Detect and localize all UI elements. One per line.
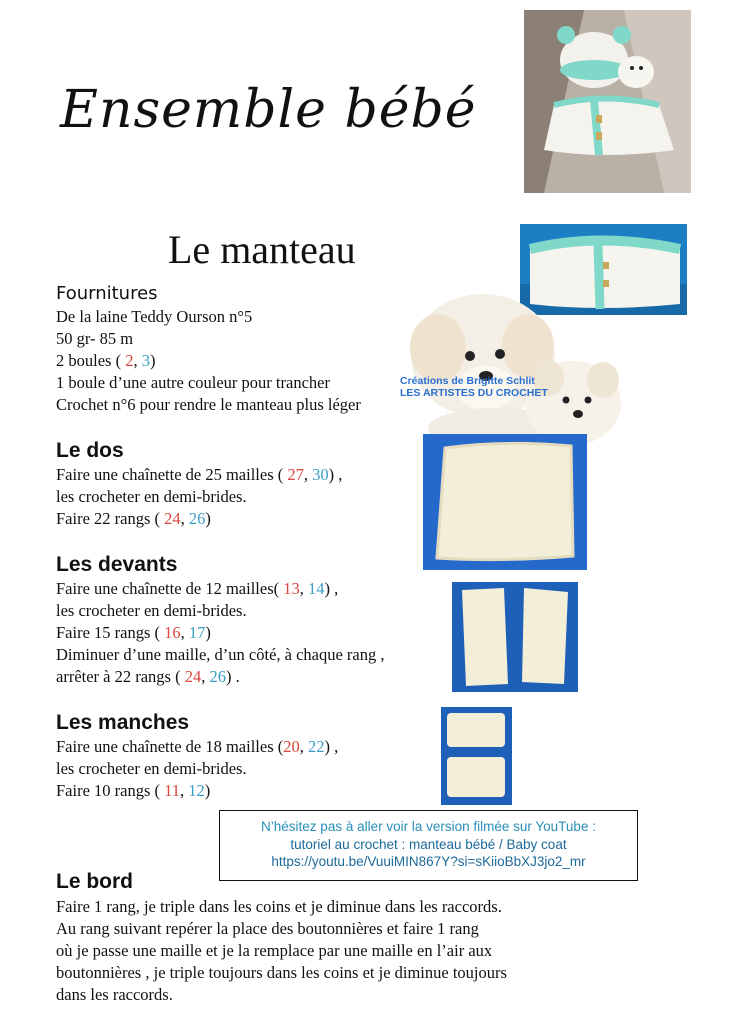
devants-line-4: Diminuer d’une maille, d’un côté, à chaque rang , xyxy=(56,645,385,664)
fournitures-line: Crochet n°6 pour rendre le manteau plus léger xyxy=(56,395,361,414)
devants-text xyxy=(56,578,385,688)
bord-line: Au rang suivant repérer la place des boutonnières et faire 1 rang xyxy=(56,919,479,938)
page-title: Ensemble bébé xyxy=(60,80,477,140)
section-title-manteau: Le manteau xyxy=(168,227,356,272)
youtube-intro: N’hésitez pas à aller voir la version filmée sur YouTube : xyxy=(261,819,596,834)
manches-line-2: les crocheter en demi-brides. xyxy=(56,759,247,778)
credit-line-2: LES ARTISTES DU CROCHET xyxy=(400,387,548,399)
photo-teddy-bears xyxy=(398,288,630,456)
bord-line: où je passe une maille et je la remplace par une maille en l’air aux xyxy=(56,941,493,960)
fournitures-line: 50 gr- 85 m xyxy=(56,329,134,348)
bord-line: dans les raccords. xyxy=(56,985,173,1004)
photo-dos xyxy=(423,434,587,570)
devants-line-1: Faire une chaînette de 12 mailles( 13, 14) , xyxy=(56,579,339,598)
youtube-box xyxy=(219,810,638,881)
heading-manches: Les manches xyxy=(56,711,190,734)
fournitures-heading: Fournitures xyxy=(56,283,158,304)
devants-line-3: Faire 15 rangs ( 16, 17) xyxy=(56,623,211,642)
photo-devants xyxy=(452,582,578,692)
heading-bord: Le bord xyxy=(56,870,133,893)
manches-text xyxy=(56,736,338,802)
fournitures-boules: 2 boules ( 2, 3) xyxy=(56,351,156,370)
bord-text xyxy=(56,896,507,1006)
credit-line-1: Créations de Brigitte Schlit xyxy=(400,375,535,387)
heading-devants: Les devants xyxy=(56,553,178,576)
fournitures-line: De la laine Teddy Ourson n°5 xyxy=(56,307,253,326)
devants-line-2: les crocheter en demi-brides. xyxy=(56,601,247,620)
youtube-title: tutoriel au crochet : manteau bébé / Baby coat xyxy=(290,837,567,852)
photo-manches xyxy=(441,707,512,805)
heading-dos: Le dos xyxy=(56,439,124,462)
dos-line-3: Faire 22 rangs ( 24, 26) xyxy=(56,509,211,528)
photo-ensemble xyxy=(524,10,691,193)
manches-line-3: Faire 10 rangs ( 11, 12) xyxy=(56,781,211,800)
bord-line: Faire 1 rang, je triple dans les coins et je diminue dans les raccords. xyxy=(56,897,502,916)
dos-text xyxy=(56,464,342,530)
fournitures-line: 1 boule d’une autre couleur pour trancher xyxy=(56,373,330,392)
manches-line-1: Faire une chaînette de 18 mailles (20, 22) , xyxy=(56,737,339,756)
dos-line-2: les crocheter en demi-brides. xyxy=(56,487,247,506)
photo-credit xyxy=(400,375,548,399)
dos-line-1: Faire une chaînette de 25 mailles ( 27, 30) , xyxy=(56,465,343,484)
fournitures-list xyxy=(56,306,361,416)
bord-line: boutonnières , je triple toujours dans les coins et je diminue toujours xyxy=(56,963,507,982)
youtube-link[interactable]: https://youtu.be/VuuiMIN867Y?si=sKiioBbXJ3jo2_mr xyxy=(271,854,586,869)
devants-line-5: arrêter à 22 rangs ( 24, 26) . xyxy=(56,667,240,686)
